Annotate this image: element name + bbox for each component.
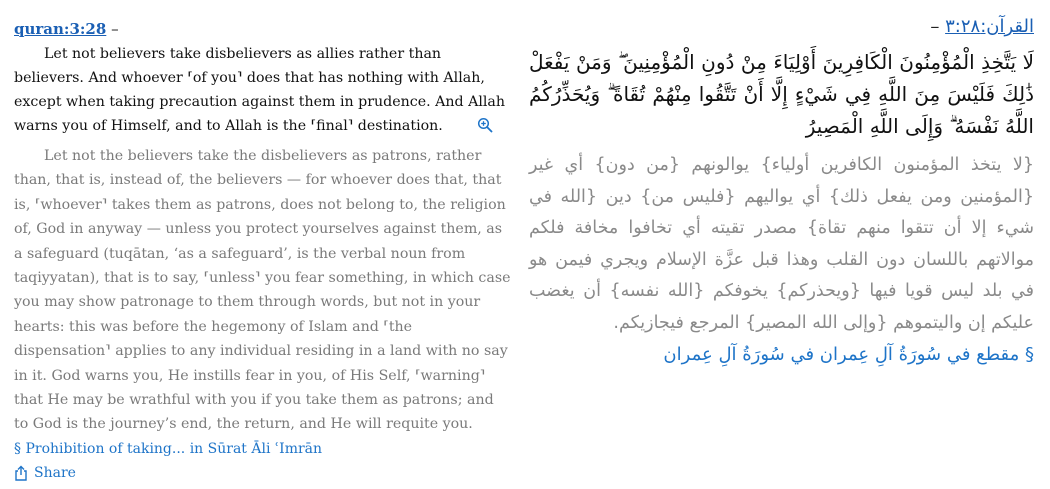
share-button[interactable] (14, 461, 512, 485)
english-column (14, 18, 512, 485)
verse-translation (14, 42, 512, 138)
arabic-column (529, 14, 1034, 369)
share-label: Share (34, 464, 76, 481)
arabic-verse-reference-link[interactable]: القرآن:٣:٢٨ (945, 16, 1034, 37)
verse-reference-link[interactable]: quran:3:28 (14, 20, 107, 38)
translation-text: Let not believers take disbelievers as allies rather than believers. And whoever ⸢of you⸣ does that has nothing with Allah, except when taking precaution against them in prudence. And Allah warns you of Himself, and to Allah is the ⸢final⸣ destination. (14, 46, 506, 134)
arabic-reference-dash: – (930, 16, 940, 37)
section-link-english[interactable]: § Prohibition of taking... in Sūrat Āli ʿImrān (14, 440, 323, 457)
english-tafsir: Let not the believers take the disbelievers as patrons, rather than, that is, instead of, the believers — for whoever does that, that is, ⸢whoever⸣ takes them as patrons, does not belong to, the religion of, God in anyway — unless you protect yourselves against them, as a safeguard (tuqātan, ‘as a safeguard’, is the verbal noun from taqiyyatan), that is to say, ⸢unless⸣ you fear something, in which case you may show patronage to them through words, but not in your hearts: this was before the hegemony of Islam and ⸢the dispensation⸣ applies to any individual residing in a land with no say in it. God warns you, He instills fear in you, of His Self, ⸢warning⸣ that He may be wrathful with you if you take them as patrons; and to God is the journey’s end, the return, and He will requite you. (14, 148, 511, 433)
share-icon (14, 465, 28, 481)
arabic-tafsir: {لا يتخذ المؤمنون الكافرين أولياء} يوالونهم {من دون} أي غير {المؤمنين ومن يفعل ذلك} أي يواليهم {فليس من} دين {الله في شيء إلا أن تتقوا منهم تقاة} مصدر تقيته أي تخافوا مخافة فلكم موالاتهم باللسان دون القلب وهذا قبل عزَّة الإسلام ويجري فيمن هو في بلد ليس قويا فيها {ويحذركم} يخوفكم {الله نفسه} أن يغضب عليكم إن واليتموهم {وإلى الله المصير} المرجع فيجازيكم. (529, 155, 1034, 333)
arabic-verse: لَا يَتَّخِذِ الْمُؤْمِنُونَ الْكَافِرِينَ أَوْلِيَاءَ مِنْ دُونِ الْمُؤْمِنِينَ ۖ وَمَنْ يَفْعَلْ ذَٰلِكَ فَلَيْسَ مِنَ اللَّهِ فِي شَيْءٍ إِلَّا أَنْ تَتَّقُوا مِنْهُمْ تُقَاةً ۗ وَيُحَذِّرُكُمُ اللَّهُ نَفْسَهُ ۗ وَإِلَى اللَّهِ الْمَصِيرُ (529, 50, 1034, 138)
arabic-reference-line (529, 14, 1034, 42)
english-reference-line (14, 18, 512, 40)
section-link-arabic[interactable]: § مقطع في سُورَةُ آلِ عِمران في سُورَةُ آلِ عِمران (663, 344, 1034, 365)
reference-dash: – (111, 20, 119, 38)
magnifier-plus-icon[interactable] (447, 117, 463, 133)
